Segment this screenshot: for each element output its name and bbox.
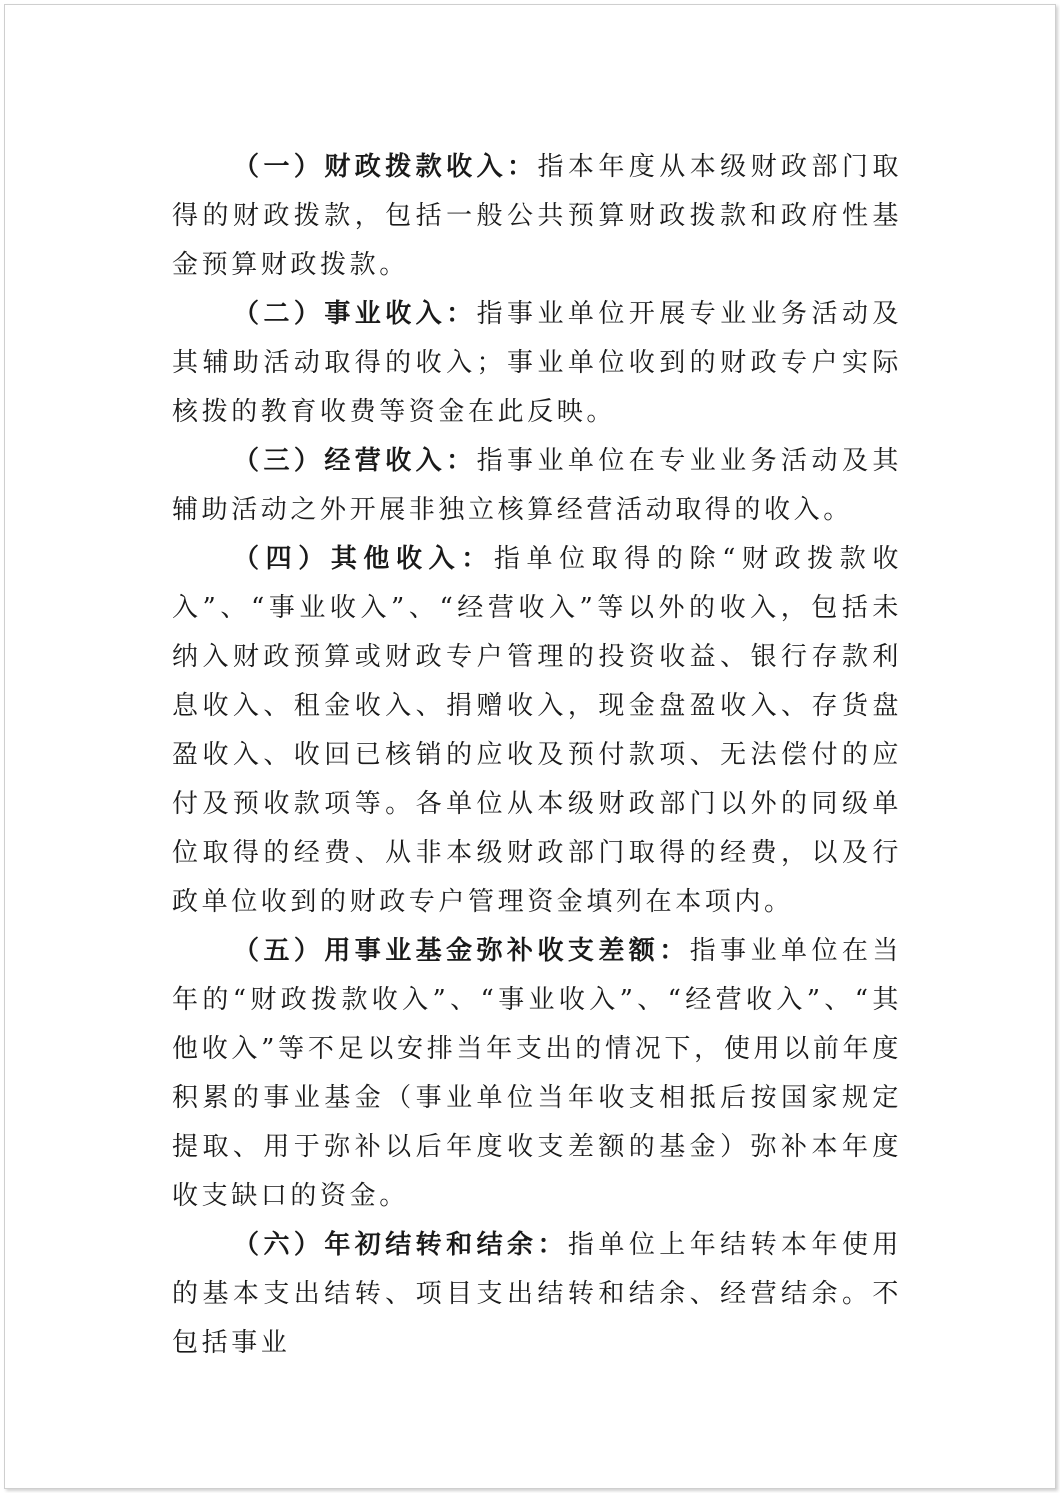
term-definition: 指单位取得的除“财政拨款收入”、“事业收入”、“经营收入”等以外的收入，包括未纳入财政预算或财政专户管理的投资收益、银行存款利息收入、租金收入、捐赠收入，现金盘盈收入、存货盘盈收入、收回已核销的应收及预付款项、无法偿付的应付及预收款项等。各单位从本级财政部门以外的同级单位取得的经费、从非本级财政部门取得的经费，以及行政单位收到的财政专户管理资金填列在本项内。 <box>172 544 902 917</box>
document-page <box>4 4 1056 1489</box>
paragraph-business-fund-offset <box>172 927 902 1221</box>
term-heading: （六）年初结转和结余： <box>233 1230 568 1260</box>
paragraph-other-income <box>172 535 902 927</box>
paragraph-business-income <box>172 290 902 437</box>
term-definition: 指事业单位在专业业务活动及其辅助活动之外开展非独立核算经营活动取得的收入。 <box>172 446 902 525</box>
term-heading: （五）用事业基金弥补收支差额： <box>233 936 690 966</box>
term-heading: （一）财政拨款收入： <box>233 152 538 182</box>
paragraph-carryover-and-surplus <box>172 1221 902 1368</box>
term-definition: 指事业单位开展专业业务活动及其辅助活动取得的收入；事业单位收到的财政专户实际核拨的教育收费等资金在此反映。 <box>172 299 902 427</box>
document-body <box>172 143 902 1368</box>
term-definition: 指事业单位在当年的“财政拨款收入”、“事业收入”、“经营收入”、“其他收入”等不足以安排当年支出的情况下，使用以前年度积累的事业基金（事业单位当年收支相抵后按国家规定提取、用于弥补以后年度收支差额的基金）弥补本年度收支缺口的资金。 <box>172 936 902 1211</box>
term-heading: （三）经营收入： <box>233 446 477 476</box>
term-heading: （四）其他收入： <box>233 544 494 574</box>
paragraph-fiscal-appropriation-income <box>172 143 902 290</box>
term-heading: （二）事业收入： <box>233 299 477 329</box>
term-definition: 指本年度从本级财政部门取得的财政拨款，包括一般公共预算财政拨款和政府性基金预算财政拨款。 <box>172 152 902 280</box>
term-definition: 指单位上年结转本年使用的基本支出结转、项目支出结转和结余、经营结余。不包括事业 <box>172 1230 902 1358</box>
paragraph-operating-income <box>172 437 902 535</box>
